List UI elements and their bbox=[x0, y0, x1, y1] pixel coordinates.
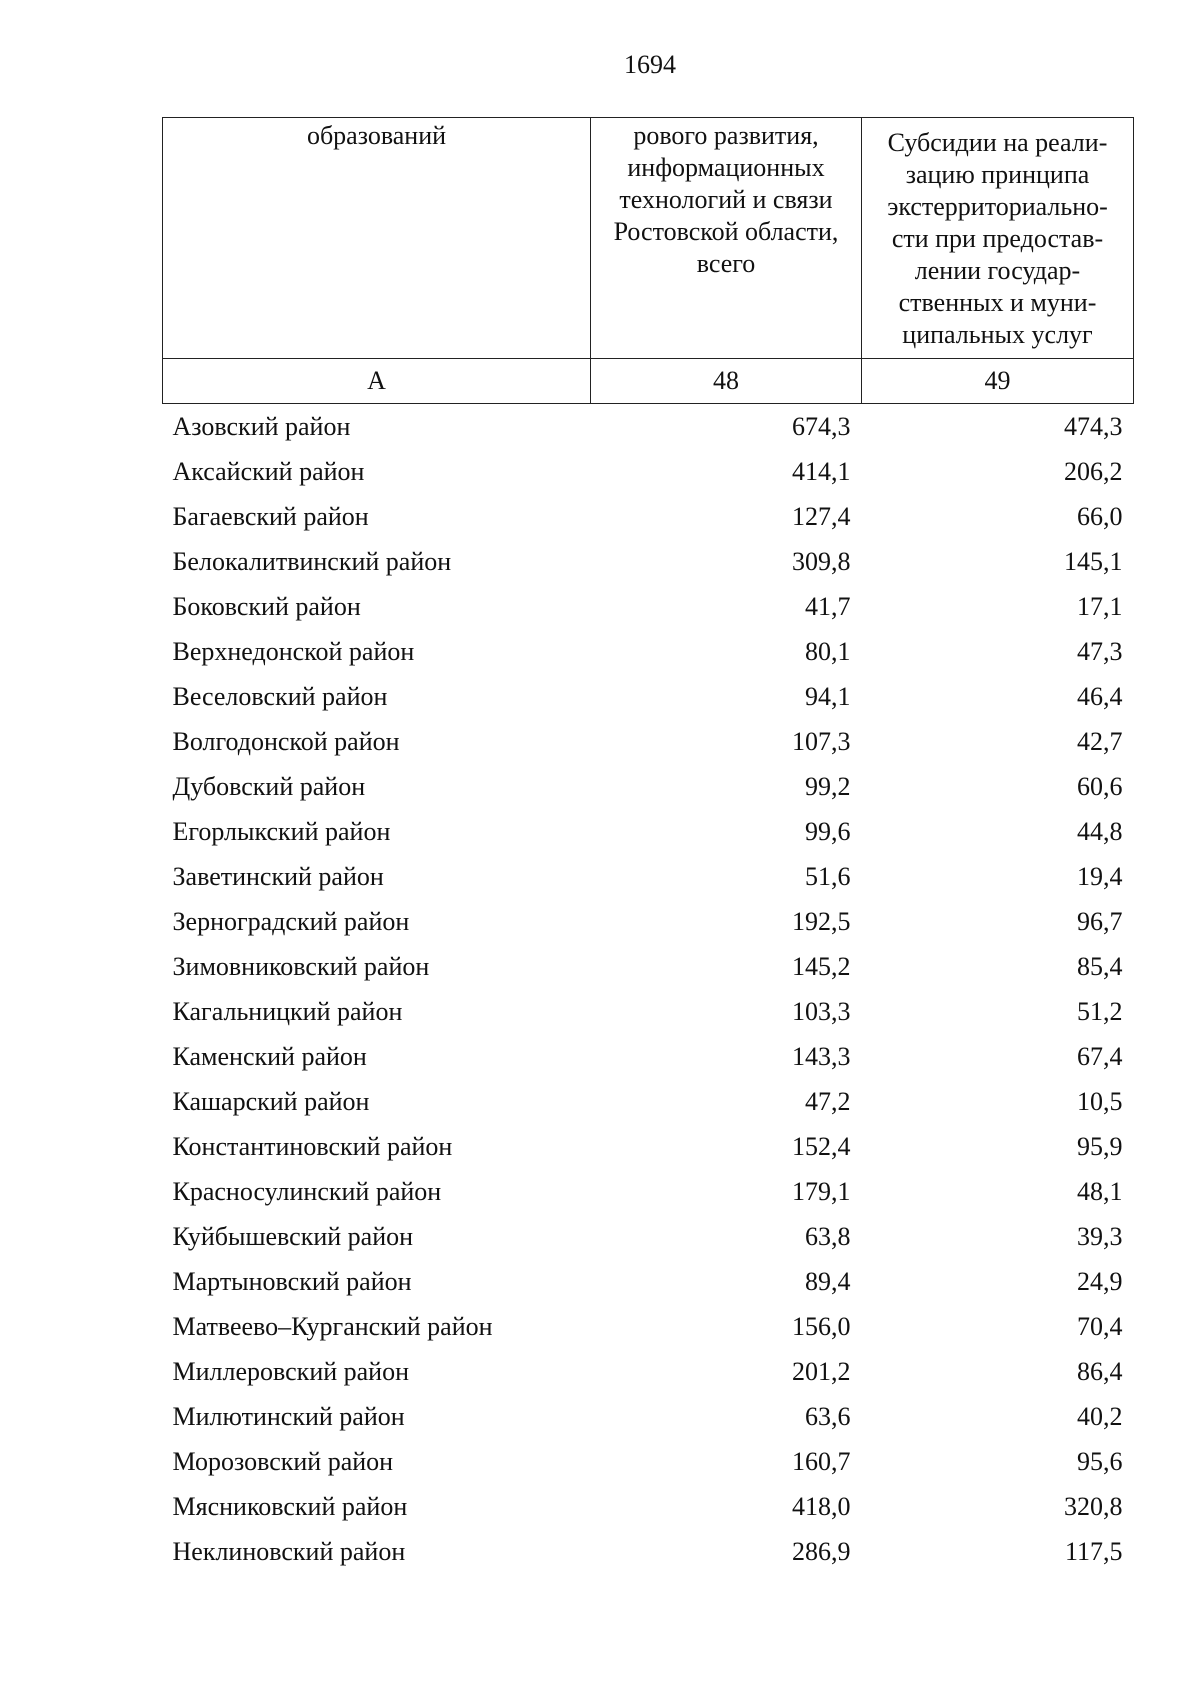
subsidy-value: 86,4 bbox=[1077, 1357, 1123, 1386]
table-row bbox=[163, 809, 1134, 854]
total-value: 107,3 bbox=[792, 727, 851, 756]
table-row bbox=[163, 1439, 1134, 1484]
table-row bbox=[163, 1079, 1134, 1124]
municipality-name: Мясниковский район bbox=[172, 1492, 408, 1521]
subsidy-value: 60,6 bbox=[1077, 772, 1123, 801]
header-total-line: технологий и связи bbox=[619, 185, 833, 214]
municipality-name: Волгодонской район bbox=[172, 727, 400, 756]
municipality-name: Боковский район bbox=[172, 592, 361, 621]
page-number: 1694 bbox=[624, 50, 676, 79]
total-value: 201,2 bbox=[792, 1357, 851, 1386]
total-value: 160,7 bbox=[792, 1447, 851, 1476]
table-row bbox=[163, 629, 1134, 674]
table-row bbox=[163, 404, 1134, 450]
subsidy-value: 474,3 bbox=[1064, 412, 1123, 441]
municipality-name: Багаевский район bbox=[172, 502, 369, 531]
table-row bbox=[163, 1259, 1134, 1304]
municipality-name: Константиновский район bbox=[172, 1132, 453, 1161]
subsidy-value: 40,2 bbox=[1077, 1402, 1123, 1431]
municipality-name: Морозовский район bbox=[172, 1447, 394, 1476]
municipality-name: Дубовский район bbox=[172, 772, 366, 801]
table-row bbox=[163, 1124, 1134, 1169]
municipality-name: Зерноградский район bbox=[172, 907, 410, 936]
header-row bbox=[163, 118, 1134, 359]
subsidy-value: 95,6 bbox=[1077, 1447, 1123, 1476]
municipality-name: Верхнедонской район bbox=[172, 637, 415, 666]
header-total-line: рового развития, bbox=[633, 121, 819, 150]
column-number-49: 49 bbox=[862, 359, 1134, 404]
table-row bbox=[163, 944, 1134, 989]
total-value: 152,4 bbox=[792, 1132, 851, 1161]
header-total-text bbox=[591, 118, 861, 280]
table-row bbox=[163, 719, 1134, 764]
column-number-a: А bbox=[163, 359, 591, 404]
subsidy-table-container bbox=[162, 117, 1133, 1574]
header-subsidy-text bbox=[862, 118, 1133, 351]
subsidy-value: 10,5 bbox=[1077, 1087, 1123, 1116]
municipality-name: Заветинский район bbox=[172, 862, 384, 891]
municipality-name: Веселовский район bbox=[172, 682, 388, 711]
total-value: 63,8 bbox=[805, 1222, 851, 1251]
municipality-name: Каменский район bbox=[172, 1042, 367, 1071]
municipality-name: Куйбышевский район bbox=[172, 1222, 414, 1251]
table-row bbox=[163, 989, 1134, 1034]
table-row bbox=[163, 899, 1134, 944]
subsidy-value: 70,4 bbox=[1077, 1312, 1123, 1341]
header-subsidy-line: лении государ- bbox=[914, 256, 1081, 285]
column-number-row bbox=[163, 359, 1134, 404]
municipality-name: Матвеево–Курганский район bbox=[172, 1312, 493, 1341]
total-value: 156,0 bbox=[792, 1312, 851, 1341]
municipality-name: Неклиновский район bbox=[172, 1537, 406, 1566]
total-value: 286,9 bbox=[792, 1537, 851, 1566]
subsidy-value: 96,7 bbox=[1077, 907, 1123, 936]
total-value: 89,4 bbox=[805, 1267, 851, 1296]
total-value: 103,3 bbox=[792, 997, 851, 1026]
table-row bbox=[163, 1484, 1134, 1529]
header-subsidy bbox=[862, 118, 1134, 359]
header-subsidy-line: ственных и муни- bbox=[898, 288, 1097, 317]
municipality-name: Аксайский район bbox=[172, 457, 365, 486]
table-row bbox=[163, 854, 1134, 899]
subsidy-value: 51,2 bbox=[1077, 997, 1123, 1026]
subsidy-value: 24,9 bbox=[1077, 1267, 1123, 1296]
total-value: 418,0 bbox=[792, 1492, 851, 1521]
municipality-name: Кашарский район bbox=[172, 1087, 370, 1116]
header-subsidy-line: сти при предостав- bbox=[891, 224, 1104, 253]
total-value: 414,1 bbox=[792, 457, 851, 486]
subsidy-table bbox=[162, 117, 1134, 1574]
total-value: 674,3 bbox=[792, 412, 851, 441]
table-row bbox=[163, 1529, 1134, 1574]
subsidy-value: 46,4 bbox=[1077, 682, 1123, 711]
table-row bbox=[163, 674, 1134, 719]
subsidy-value: 48,1 bbox=[1077, 1177, 1123, 1206]
table-row bbox=[163, 1394, 1134, 1439]
subsidy-value: 145,1 bbox=[1064, 547, 1123, 576]
column-number-48: 48 bbox=[591, 359, 862, 404]
header-subsidy-line: ципальных услуг bbox=[902, 320, 1093, 349]
total-value: 145,2 bbox=[792, 952, 851, 981]
municipality-name: Егорлыкский район bbox=[172, 817, 391, 846]
municipality-name: Зимовниковский район bbox=[172, 952, 430, 981]
table-row bbox=[163, 494, 1134, 539]
municipality-name: Азовский район bbox=[172, 412, 351, 441]
table-row bbox=[163, 584, 1134, 629]
subsidy-value: 42,7 bbox=[1077, 727, 1123, 756]
header-total bbox=[591, 118, 862, 359]
subsidy-value: 67,4 bbox=[1077, 1042, 1123, 1071]
table-header bbox=[163, 118, 1134, 404]
header-subsidy-line: экстерриториально- bbox=[887, 192, 1108, 221]
header-total-line: информационных bbox=[627, 153, 825, 182]
table-row bbox=[163, 1034, 1134, 1079]
subsidy-value: 206,2 bbox=[1064, 457, 1123, 486]
subsidy-value: 85,4 bbox=[1077, 952, 1123, 981]
header-subsidy-line: зацию принципа bbox=[905, 160, 1090, 189]
subsidy-value: 320,8 bbox=[1064, 1492, 1123, 1521]
total-value: 143,3 bbox=[792, 1042, 851, 1071]
total-value: 192,5 bbox=[792, 907, 851, 936]
subsidy-value: 44,8 bbox=[1077, 817, 1123, 846]
municipality-name: Кагальницкий район bbox=[172, 997, 403, 1026]
municipality-name: Милютинский район bbox=[172, 1402, 405, 1431]
table-row bbox=[163, 1214, 1134, 1259]
total-value: 47,2 bbox=[805, 1087, 851, 1116]
total-value: 309,8 bbox=[792, 547, 851, 576]
municipality-name: Мартыновский район bbox=[172, 1267, 412, 1296]
subsidy-value: 95,9 bbox=[1077, 1132, 1123, 1161]
table-body bbox=[163, 404, 1134, 1575]
total-value: 99,2 bbox=[805, 772, 851, 801]
table-row bbox=[163, 1349, 1134, 1394]
header-total-line: всего bbox=[696, 249, 756, 278]
subsidy-value: 17,1 bbox=[1077, 592, 1123, 621]
total-value: 51,6 bbox=[805, 862, 851, 891]
subsidy-value: 47,3 bbox=[1077, 637, 1123, 666]
header-municipality-text: образований bbox=[306, 121, 447, 150]
header-municipality bbox=[163, 118, 591, 359]
table-row bbox=[163, 1304, 1134, 1349]
subsidy-value: 66,0 bbox=[1077, 502, 1123, 531]
municipality-name: Белокалитвинский район bbox=[172, 547, 452, 576]
subsidy-value: 117,5 bbox=[1064, 1537, 1123, 1566]
header-subsidy-line: Субсидии на реали- bbox=[887, 128, 1108, 157]
table-row bbox=[163, 764, 1134, 809]
total-value: 63,6 bbox=[805, 1402, 851, 1431]
subsidy-value: 19,4 bbox=[1077, 862, 1123, 891]
total-value: 94,1 bbox=[805, 682, 851, 711]
header-total-line: Ростовской области, bbox=[613, 217, 839, 246]
subsidy-value: 39,3 bbox=[1077, 1222, 1123, 1251]
municipality-name: Красносулинский район bbox=[172, 1177, 442, 1206]
table-row bbox=[163, 539, 1134, 584]
total-value: 179,1 bbox=[792, 1177, 851, 1206]
table-row bbox=[163, 449, 1134, 494]
municipality-name: Миллеровский район bbox=[172, 1357, 410, 1386]
total-value: 127,4 bbox=[792, 502, 851, 531]
total-value: 80,1 bbox=[805, 637, 851, 666]
total-value: 41,7 bbox=[805, 592, 851, 621]
total-value: 99,6 bbox=[805, 817, 851, 846]
table-row bbox=[163, 1169, 1134, 1214]
